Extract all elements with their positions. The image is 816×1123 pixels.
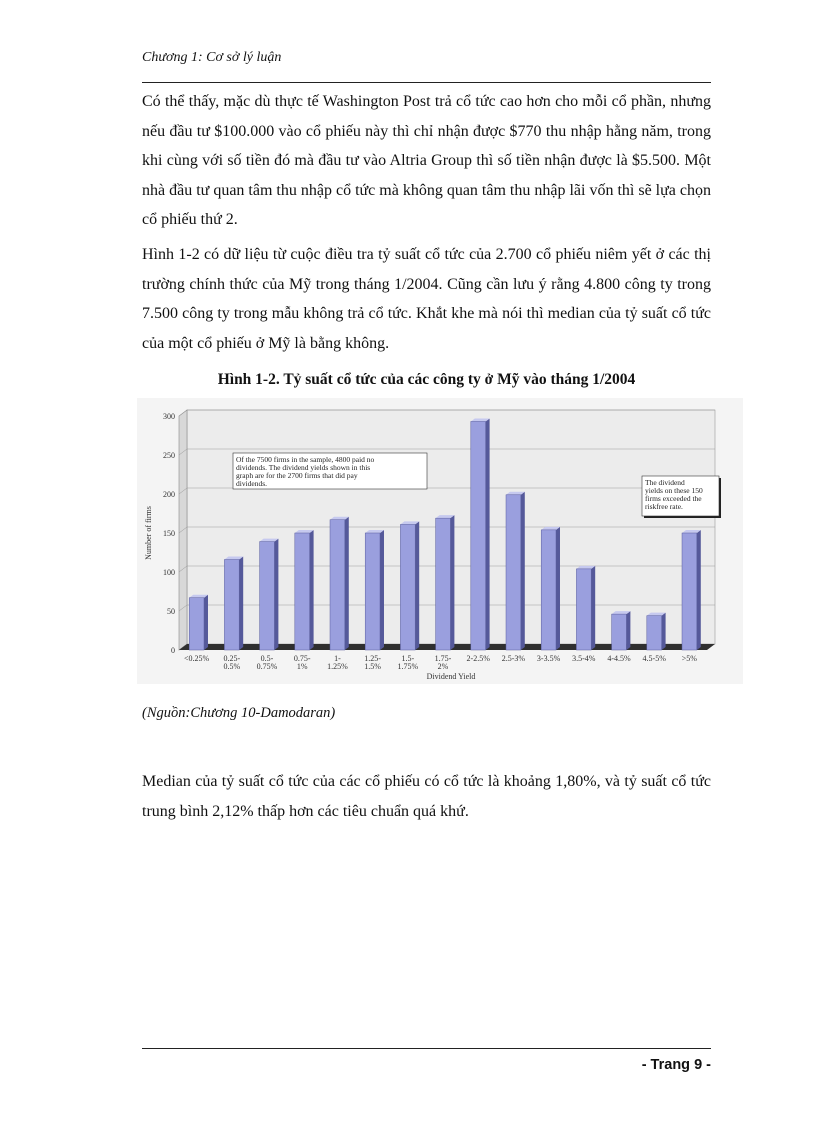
- bar: [647, 616, 662, 650]
- bar-side: [521, 492, 525, 650]
- x-tick-label: 4.5-5%: [642, 654, 666, 663]
- annotation-text: yields on these 150: [645, 486, 703, 495]
- bar-side: [310, 530, 314, 650]
- bar-side: [486, 418, 490, 650]
- annotation-text: dividends.: [236, 479, 268, 488]
- bar: [612, 614, 627, 650]
- bar: [471, 421, 486, 650]
- annotation-text: dividends. The dividend yields shown in this: [236, 463, 371, 472]
- x-tick-label: 4-4.5%: [607, 654, 631, 663]
- dividend-yield-chart: [137, 398, 743, 684]
- bar-side: [345, 517, 349, 650]
- x-tick-label: 1.5-: [401, 654, 415, 663]
- x-tick-label: 0.75%: [256, 662, 278, 671]
- bar: [682, 533, 697, 650]
- y-tick-label: 0: [171, 646, 175, 655]
- bar: [330, 520, 345, 650]
- bar: [576, 569, 591, 650]
- bar: [365, 533, 380, 650]
- bar-side: [450, 515, 454, 650]
- y-tick-label: 100: [163, 568, 175, 577]
- annotation-text: graph are for the 2700 firms that did pay: [236, 471, 358, 480]
- bar-side: [697, 530, 701, 650]
- bar: [506, 495, 521, 650]
- y-tick-label: 250: [163, 451, 175, 460]
- annotation-text: riskfree rate.: [645, 502, 683, 511]
- annotation-text: The dividend: [645, 478, 685, 487]
- x-tick-label: 0.5%: [223, 662, 241, 671]
- x-tick-label: <0.25%: [184, 654, 210, 663]
- x-tick-label: 1.75-: [434, 654, 452, 663]
- x-tick-label: 0.75-: [293, 654, 311, 663]
- x-tick-label: 1.5%: [364, 662, 381, 671]
- x-tick-label: 1.75%: [397, 662, 419, 671]
- paragraph-3: Median của tỷ suất cổ tức của các cổ phiếu có cổ tức là khoảng 1,80%, và tỷ suất cổ tức trung bình 2,12% thấp hơn các tiêu chuẩn quá khứ.: [142, 773, 711, 820]
- x-tick-label: 2-2.5%: [466, 654, 490, 663]
- bar-side: [626, 611, 630, 650]
- bar: [189, 598, 204, 650]
- bar-side: [239, 557, 243, 650]
- x-tick-label: 0.5-: [260, 654, 274, 663]
- x-tick-label: 3-3.5%: [536, 654, 561, 663]
- x-axis-title: Dividend Yield: [426, 672, 476, 681]
- bar-side: [380, 530, 384, 650]
- x-tick-label: 1.25-: [364, 654, 381, 663]
- annotation-text: firms exceeded the: [645, 494, 702, 503]
- y-axis-title: Number of firms: [144, 506, 153, 560]
- y-tick-label: 50: [167, 607, 175, 616]
- bar-side: [591, 566, 595, 650]
- header-divider: [142, 82, 711, 83]
- bar-side: [415, 521, 419, 650]
- page-number: - Trang 9 -: [641, 1057, 711, 1073]
- bar-side: [204, 595, 208, 650]
- x-tick-label: >5%: [681, 654, 697, 663]
- y-tick-label: 200: [163, 490, 175, 499]
- x-tick-label: 1.25%: [327, 662, 348, 671]
- x-tick-label: 0.25-: [223, 654, 241, 663]
- bar: [260, 542, 275, 650]
- x-tick-label: 1-: [334, 654, 341, 663]
- x-tick-label: 2.5-3%: [501, 654, 526, 663]
- bar-side: [662, 613, 666, 650]
- figure-caption: Hình 1-2. Tỷ suất cổ tức của các công ty ở Mỹ vào tháng 1/2004: [217, 371, 636, 388]
- bar: [295, 533, 310, 650]
- bar: [436, 518, 451, 650]
- y-tick-label: 150: [163, 529, 175, 538]
- bar-side: [556, 527, 560, 650]
- x-tick-label: 2%: [437, 662, 449, 671]
- x-tick-label: 3.5-4%: [572, 654, 596, 663]
- footer-divider: [142, 1048, 711, 1049]
- figure-source: (Nguồn:Chương 10-Damodaran): [142, 705, 336, 721]
- chapter-header: Chương 1: Cơ sở lý luận: [142, 50, 282, 65]
- annotation-text: Of the 7500 firms in the sample, 4800 paid no: [236, 455, 375, 464]
- paragraph-2: Hình 1-2 có dữ liệu từ cuộc điều tra tỷ suất cổ tức của 2.700 cổ phiếu niêm yết ở các thị trường chính thức của Mỹ trong tháng 1/2004. Cũng cần lưu ý rằng 4.800 công ty trong 7.500 công ty trong mẫu không trả cổ tức. Khắt khe mà nói thì median của tỷ suất cổ tức của một cổ phiếu ở Mỹ là bằng không.: [142, 246, 711, 352]
- x-tick-label: 1%: [296, 662, 308, 671]
- bar: [224, 560, 239, 650]
- bar: [541, 530, 556, 650]
- paragraph-1: Có thể thấy, mặc dù thực tế Washington Post trả cổ tức cao hơn cho mỗi cổ phần, nhưng nếu đầu tư $100.000 vào cổ phiếu này thì chỉ nhận được $770 thu nhập hằng năm, trong khi cùng với số tiền đó mà đầu tư vào Altria Group thì số tiền nhận được là $5.500. Một nhà đầu tư quan tâm thu nhập cổ tức mà không quan tâm thu nhập lãi vốn thì sẽ lựa chọn cổ phiếu thứ 2.: [142, 93, 711, 228]
- y-tick-label: 300: [163, 412, 175, 421]
- bar-side: [274, 539, 278, 650]
- bar: [400, 524, 415, 650]
